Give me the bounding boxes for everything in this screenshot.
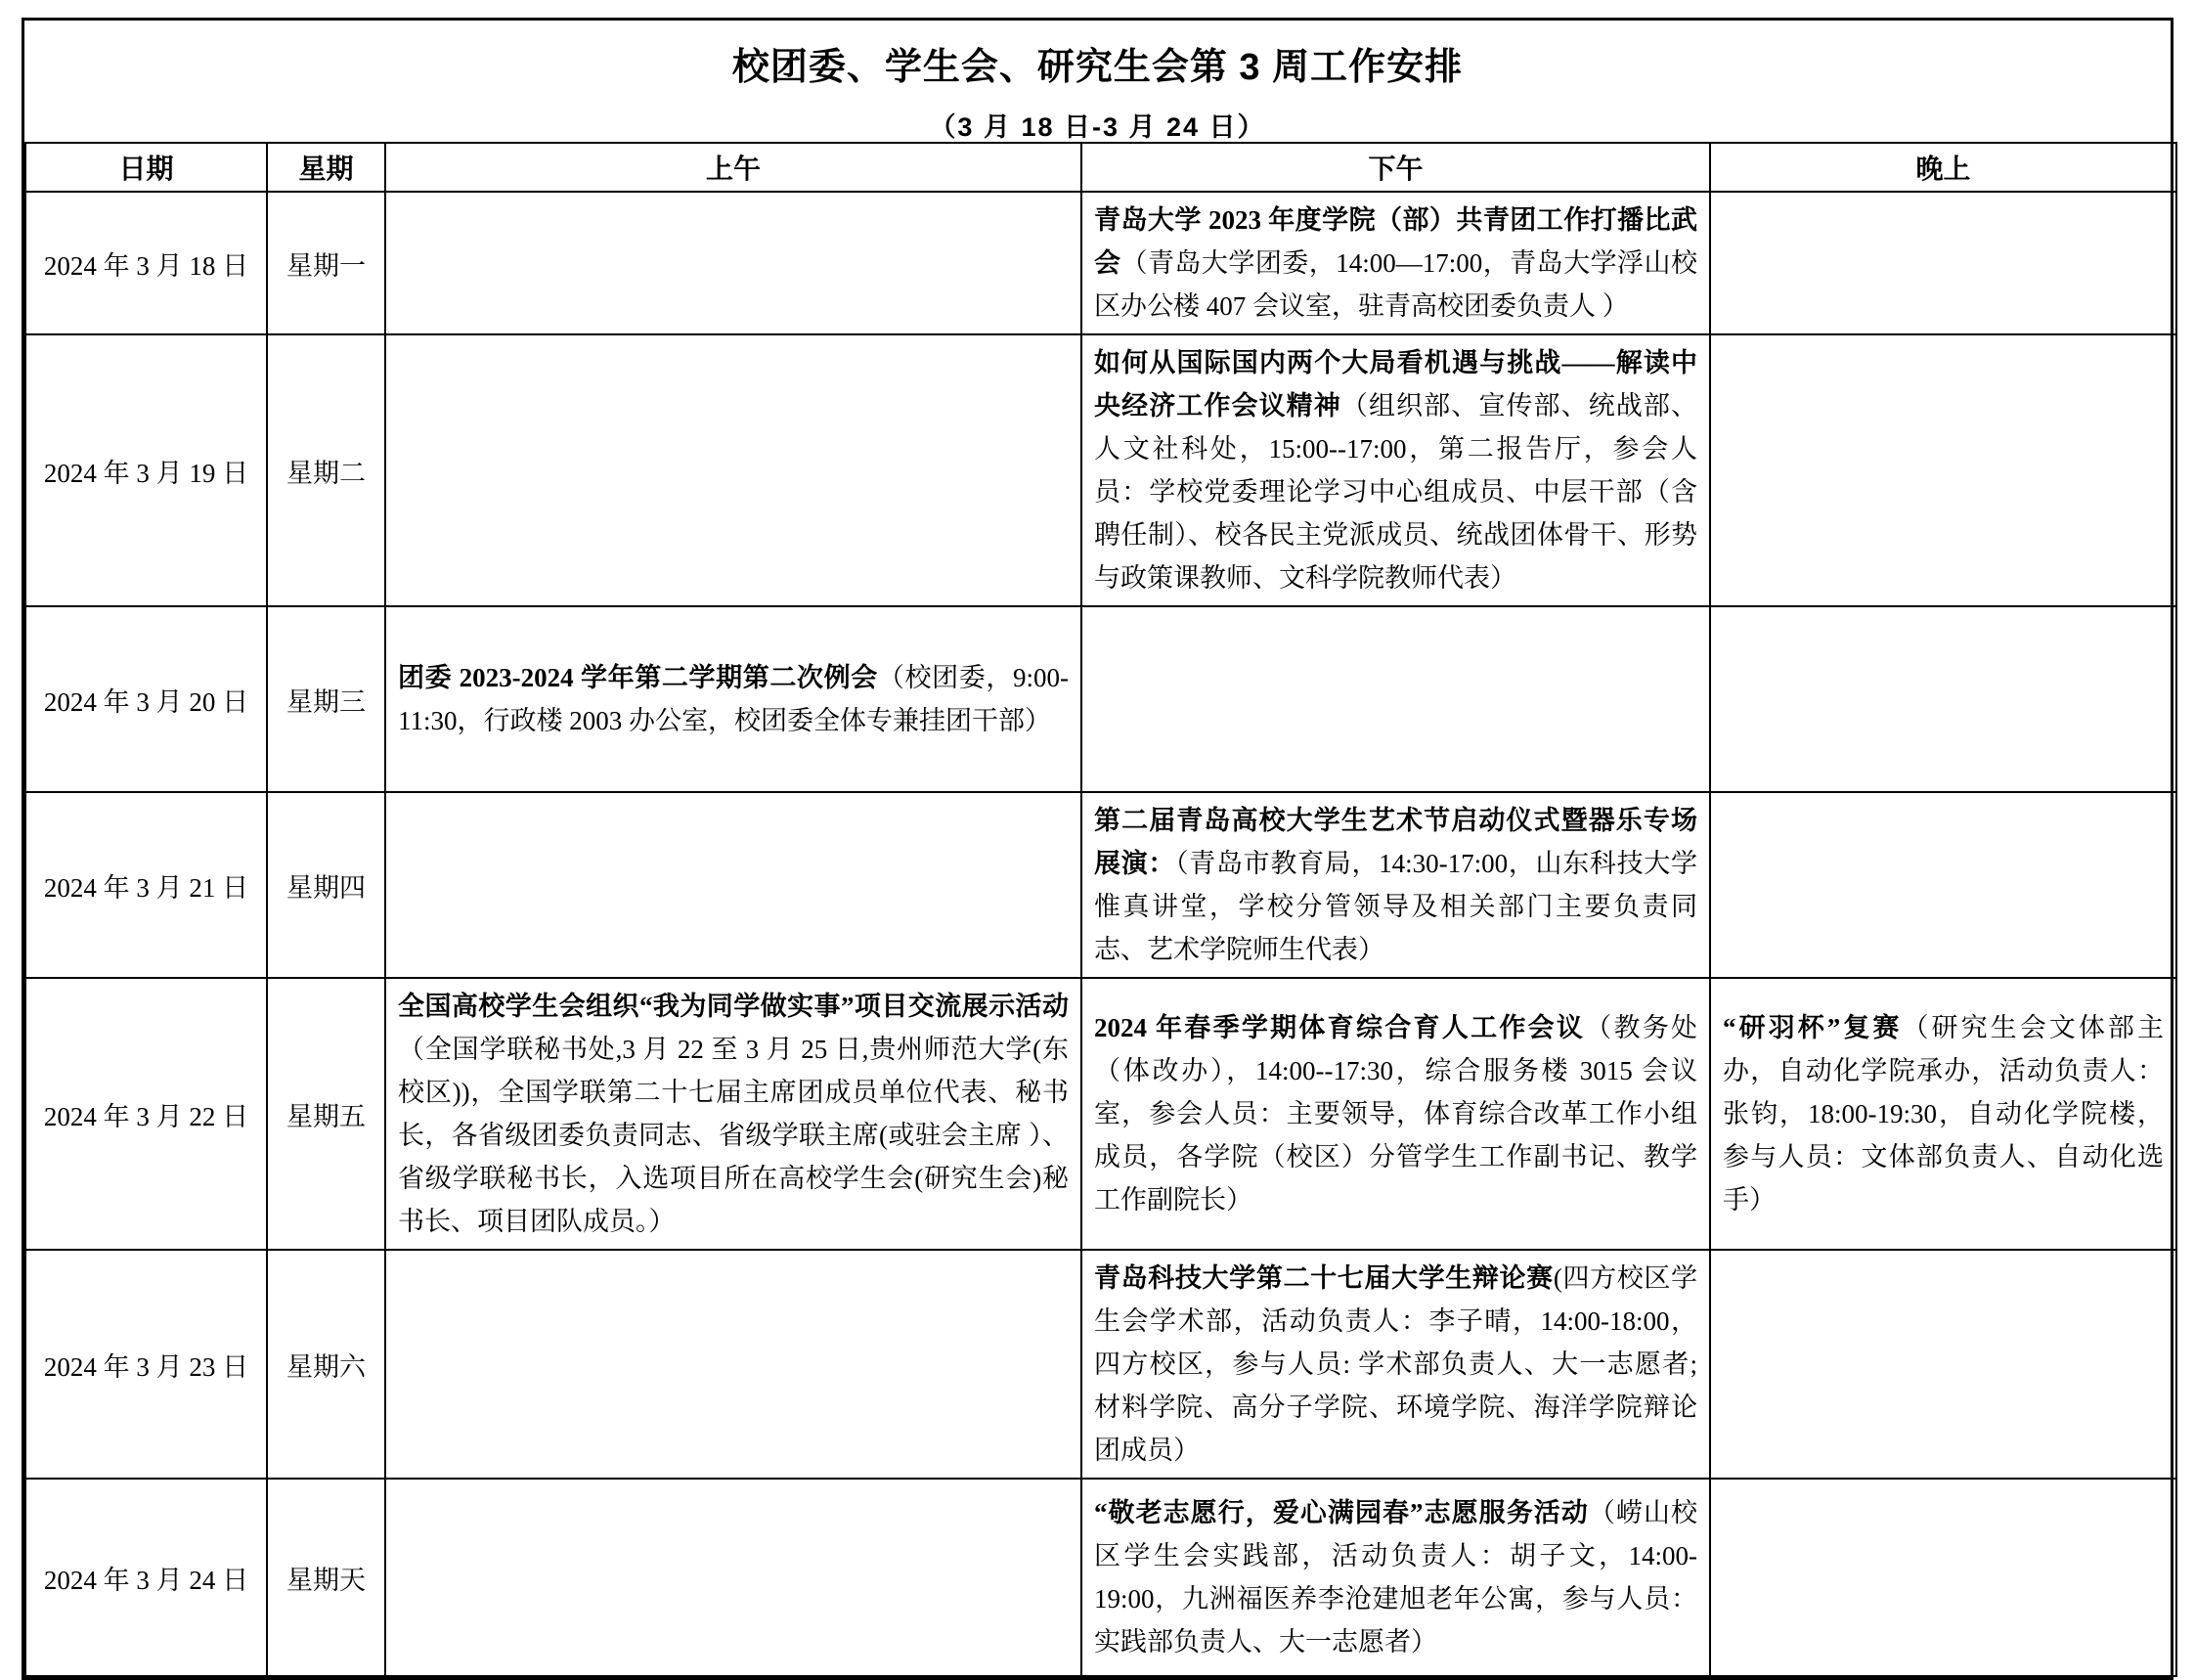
event-title: “敬老志愿行，爱心满园春”志愿服务活动 <box>1094 1498 1589 1527</box>
evening-cell <box>1710 792 2176 978</box>
weekday-cell: 星期天 <box>267 1479 385 1676</box>
col-header-evening: 晚上 <box>1710 143 2176 192</box>
col-header-afternoon: 下午 <box>1081 143 1710 192</box>
schedule-row <box>25 334 2176 606</box>
afternoon-cell <box>1081 1479 1710 1676</box>
event-title: 团委 2023-2024 学年第二学期第二次例会 <box>398 663 878 692</box>
evening-cell <box>1710 1250 2176 1479</box>
date-cell: 2024 年 3 月 20 日 <box>25 606 267 792</box>
event-title: “研羽杯”复赛 <box>1723 1013 1903 1042</box>
date-cell: 2024 年 3 月 19 日 <box>25 334 267 606</box>
col-header-weekday: 星期 <box>267 143 385 192</box>
schedule-row <box>25 192 2176 334</box>
header-row <box>25 143 2176 192</box>
event-detail: （崂山校区学生会实践部，活动负责人：胡子文，14:00-19:00，九洲福医养李沧建旭老年公寓，参与人员：实践部负责人、大一志愿者） <box>1094 1498 1698 1657</box>
title-area <box>24 21 2171 142</box>
event-detail: （校团委，9:00-11:30，行政楼 2003 办公室，校团委全体专兼挂团干部） <box>398 663 1069 735</box>
col-header-date: 日期 <box>25 143 267 192</box>
morning-cell <box>385 334 1081 606</box>
event-detail: （教务处（体改办），14:00--17:30，综合服务楼 3015 会议室，参会人员：主要领导，体育综合改革工作小组成员，各学院（校区）分管学生工作副书记、教学工作副院长） <box>1094 1013 1698 1215</box>
event-title: 2024 年春季学期体育综合育人工作会议 <box>1094 1013 1586 1042</box>
morning-cell <box>385 1250 1081 1479</box>
col-header-morning: 上午 <box>385 143 1081 192</box>
event-detail: （青岛市教育局，14:30-17:00，山东科技大学惟真讲堂，学校分管领导及相关部门主要负责同志、艺术学院师生代表） <box>1094 849 1698 964</box>
evening-cell <box>1710 334 2176 606</box>
page-subtitle: （3 月 18 日-3 月 24 日） <box>929 112 1266 142</box>
afternoon-cell <box>1081 606 1710 792</box>
afternoon-cell <box>1081 978 1710 1250</box>
event-detail: （研究生会文体部主办，自动化学院承办，活动负责人：张钧，18:00-19:30，自动化学院楼，参与人员：文体部负责人、自动化选手） <box>1723 1013 2165 1215</box>
date-cell: 2024 年 3 月 22 日 <box>25 978 267 1250</box>
evening-cell <box>1710 192 2176 334</box>
page-title: 校团委、学生会、研究生会第 3 周工作安排 <box>731 47 1464 88</box>
afternoon-cell <box>1081 1250 1710 1479</box>
afternoon-cell <box>1081 334 1710 606</box>
date-cell: 2024 年 3 月 23 日 <box>25 1250 267 1479</box>
schedule-row <box>25 978 2176 1250</box>
schedule-frame <box>22 18 2173 1680</box>
weekday-cell: 星期一 <box>267 192 385 334</box>
event-detail: （青岛大学团委，14:00—17:00，青岛大学浮山校区办公楼 407 会议室，驻青高校团委负责人 ） <box>1094 248 1698 321</box>
morning-cell <box>385 792 1081 978</box>
event-title: 全国高校学生会组织“我为同学做实事”项目交流展示活动 <box>398 992 1069 1021</box>
morning-cell <box>385 192 1081 334</box>
event-title: 青岛科技大学第二十七届大学生辩论赛 <box>1094 1263 1554 1293</box>
event-detail: （全国学联秘书处,3 月 22 至 3 月 25 日,贵州师范大学(东校区))，全国学联第二十七届主席团成员单位代表、秘书长，各省级团委负责同志、省级学联主席(或驻会主席 ）、省级学联秘书长，入选项目所在高校学生会(研究生会)秘书长、项目团队成员。） <box>398 1035 1069 1236</box>
event-detail: （组织部、宣传部、统战部、人文社科处，15:00--17:00，第二报告厅，参会人员：学校党委理论学习中心组成员、中层干部（含聘任制）、校各民主党派成员、统战团体骨干、形势与政策课教师、文科学院教师代表） <box>1094 391 1698 593</box>
event-title: 青岛大学 2023 年度学院（部）共青团工作打播比武会 <box>1094 205 1697 278</box>
date-cell: 2024 年 3 月 21 日 <box>25 792 267 978</box>
schedule-row <box>25 1250 2176 1479</box>
weekday-cell: 星期四 <box>267 792 385 978</box>
weekday-cell: 星期五 <box>267 978 385 1250</box>
schedule-row <box>25 606 2176 792</box>
weekday-cell: 星期三 <box>267 606 385 792</box>
weekday-cell: 星期六 <box>267 1250 385 1479</box>
event-title: 如何从国际国内两个大局看机遇与挑战——解读中央经济工作会议精神 <box>1094 348 1697 420</box>
evening-cell <box>1710 1479 2176 1676</box>
evening-cell <box>1710 978 2176 1250</box>
morning-cell <box>385 978 1081 1250</box>
afternoon-cell <box>1081 192 1710 334</box>
date-cell: 2024 年 3 月 18 日 <box>25 192 267 334</box>
weekday-cell: 星期二 <box>267 334 385 606</box>
event-detail: (四方校区学生会学术部，活动负责人：李子晴，14:00-18:00，四方校区，参与人员: 学术部负责人、大一志愿者; 材料学院、高分子学院、环境学院、海洋学院辩论团成员） <box>1094 1263 1698 1465</box>
morning-cell <box>385 1479 1081 1676</box>
date-cell: 2024 年 3 月 24 日 <box>25 1479 267 1676</box>
schedule-row <box>25 1479 2176 1676</box>
afternoon-cell <box>1081 792 1710 978</box>
schedule-row <box>25 792 2176 978</box>
morning-cell <box>385 606 1081 792</box>
evening-cell <box>1710 606 2176 792</box>
schedule-table <box>24 142 2177 1677</box>
event-title: 第二届青岛高校大学生艺术节启动仪式暨器乐专场展演： <box>1094 806 1697 878</box>
